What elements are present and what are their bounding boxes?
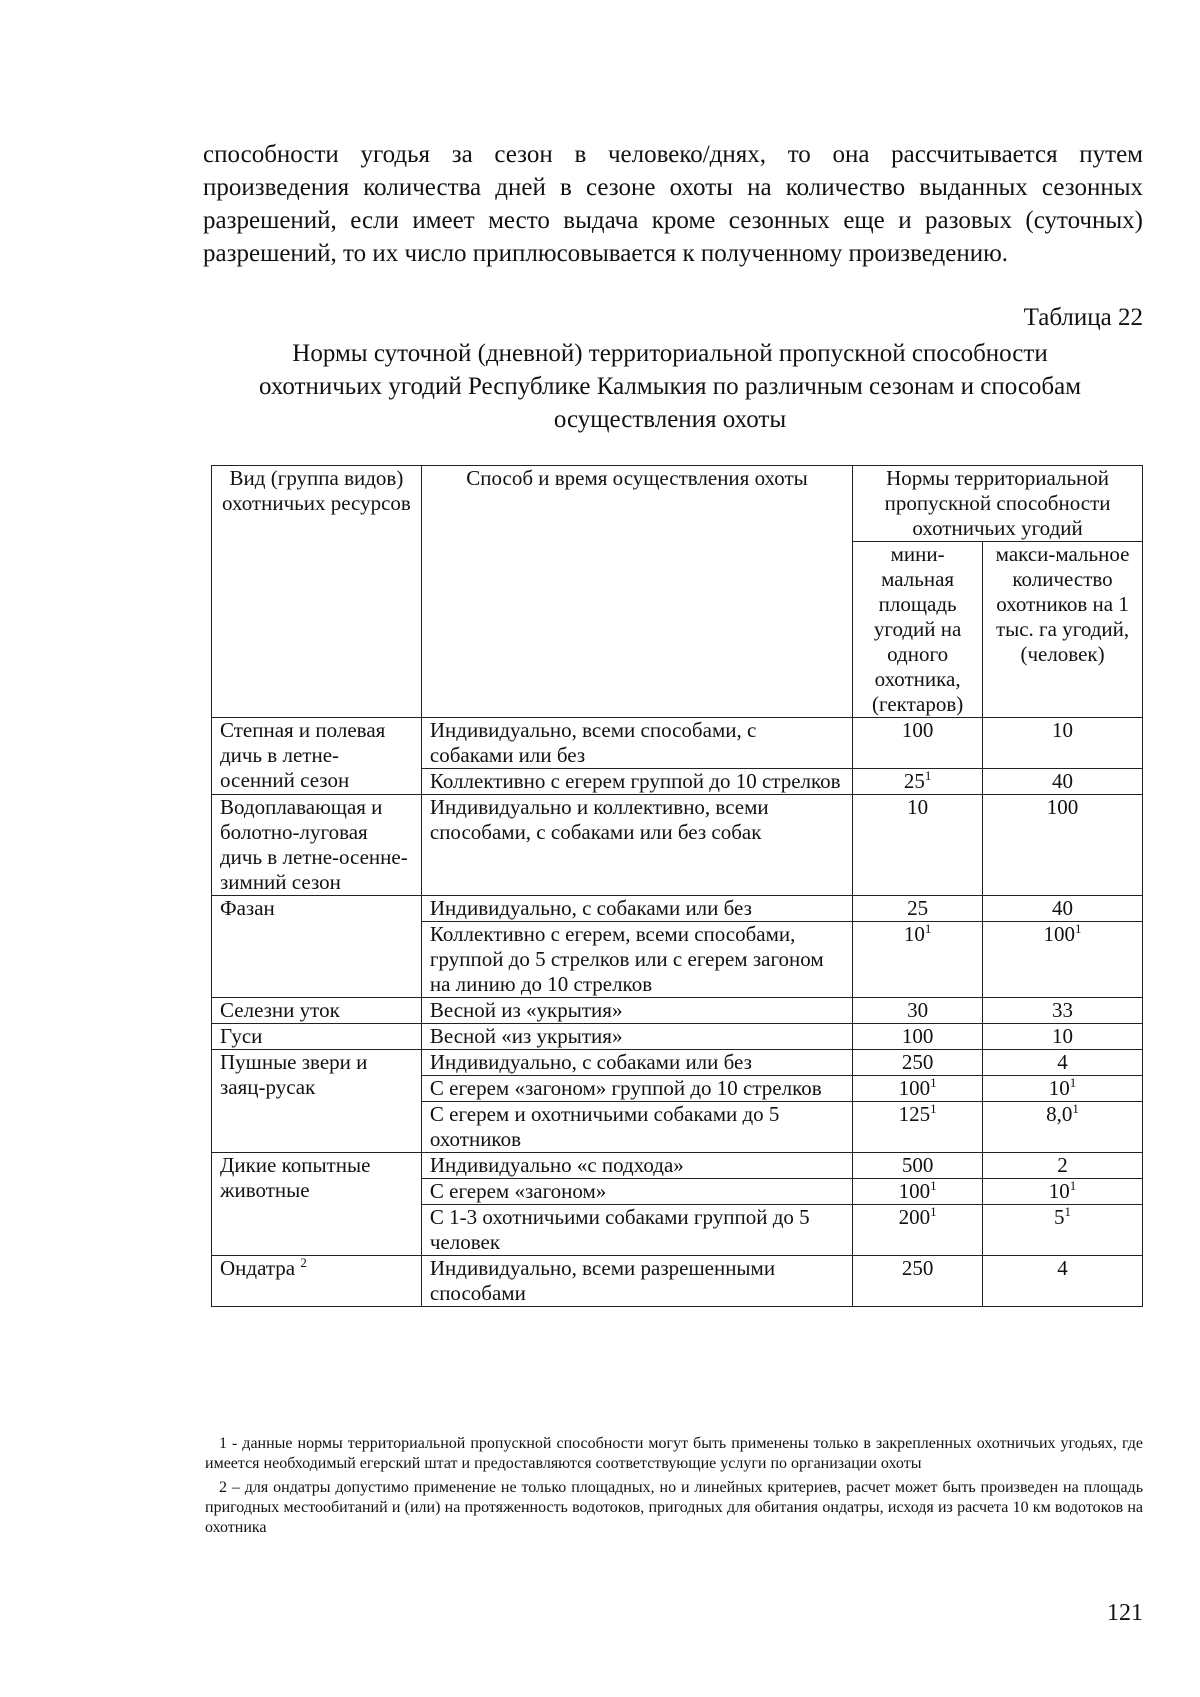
intro-paragraph: способности угодья за сезон в человеко/днях, то она рассчитывается путем произведения количества дней в сезоне охоты на количество выданных сезонных разрешений, если имеет место выдача кроме сезонных еще и разовых (суточных) разрешений, то их число приплюсовывается к полученному произведению. [203, 141, 1143, 267]
header-species: Вид (группа видов) охотничьих ресурсов [212, 466, 422, 718]
table-row [212, 1153, 1143, 1179]
min-area-cell: 25 [853, 896, 983, 922]
min-area-cell: 250 [853, 1050, 983, 1076]
max-hunters-cell: 100 [983, 795, 1143, 896]
species-cell: Гуси [212, 1024, 422, 1050]
species-cell: Пушные звери и заяц-русак [212, 1050, 422, 1153]
page-number: 121 [1107, 1600, 1143, 1626]
max-hunters-cell: 10 [983, 1024, 1143, 1050]
max-hunters-cell: 10 [983, 718, 1143, 769]
min-area-cell: $25^1$ [853, 769, 983, 795]
max-hunters-cell: $100^1$ [983, 922, 1143, 998]
table-title-line: осуществления охоты [553, 406, 787, 433]
method-cell: С егерем «загоном» группой до 10 стрелков [421, 1076, 852, 1102]
max-hunters-cell: $5^1$ [983, 1205, 1143, 1256]
method-cell: Индивидуально «с подхода» [421, 1153, 852, 1179]
method-cell: С 1-3 охотничьими собаками группой до 5 человек [421, 1205, 852, 1256]
header-norms: Нормы территориальной пропускной способности охотничьих угодий [853, 466, 1143, 542]
table-row [212, 1256, 1143, 1307]
species-cell: Ондатра $^2$ [212, 1256, 422, 1307]
min-area-cell: $200^1$ [853, 1205, 983, 1256]
species-cell: Селезни уток [212, 998, 422, 1024]
max-hunters-cell: 4 [983, 1050, 1143, 1076]
max-hunters-cell: $10^1$ [983, 1179, 1143, 1205]
table-row [212, 718, 1143, 769]
header-min-area: мини-мальная площадь угодий на одного охотника, (гектаров) [853, 542, 983, 718]
max-hunters-cell: $10^1$ [983, 1076, 1143, 1102]
min-area-cell: 250 [853, 1256, 983, 1307]
max-hunters-cell: 40 [983, 769, 1143, 795]
norms-table [211, 465, 1143, 1307]
table-row [212, 1050, 1143, 1076]
min-area-cell: 500 [853, 1153, 983, 1179]
table-header-row [212, 466, 1143, 542]
table-row [212, 1024, 1143, 1050]
table-label: Таблица 22 [1023, 304, 1143, 331]
footnote: 1 - данные нормы территориальной пропускной способности могут быть применены только в закрепленных охотничьих угодьях, где имеется необходимый егерский штат и предоставляются соответствующие услуги по организации охоты [205, 1435, 1143, 1472]
max-hunters-cell: 4 [983, 1256, 1143, 1307]
species-cell: Фазан [212, 896, 422, 998]
table-row [212, 896, 1143, 922]
table-title-line: Нормы суточной (дневной) территориальной пропускной способности [292, 340, 1048, 367]
min-area-cell: 30 [853, 998, 983, 1024]
footnotes [205, 1434, 1143, 1542]
table-title [190, 337, 1150, 436]
max-hunters-cell: 33 [983, 998, 1143, 1024]
table-title-line: охотничьих угодий Республике Калмыкия по различным сезонам и способам [258, 373, 1082, 400]
min-area-cell: $100^1$ [853, 1179, 983, 1205]
method-cell: Коллективно с егерем, всеми способами, группой до 5 стрелков или с егерем загоном на линию до 10 стрелков [421, 922, 852, 998]
table-row [212, 998, 1143, 1024]
method-cell: Индивидуально, с собаками или без [421, 896, 852, 922]
table-row [212, 795, 1143, 896]
min-area-cell: 10 [853, 795, 983, 896]
method-cell: С егерем «загоном» [421, 1179, 852, 1205]
max-hunters-cell: 40 [983, 896, 1143, 922]
method-cell: Весной «из укрытия» [421, 1024, 852, 1050]
method-cell: Индивидуально, всеми разрешенными способами [421, 1256, 852, 1307]
method-cell: С егерем и охотничьими собаками до 5 охотников [421, 1102, 852, 1153]
min-area-cell: $100^1$ [853, 1076, 983, 1102]
header-max-hunters: макси-мальное количество охотников на 1 тыс. га угодий, (человек) [983, 542, 1143, 718]
min-area-cell: $125^1$ [853, 1102, 983, 1153]
min-area-cell: 100 [853, 718, 983, 769]
species-cell: Водоплавающая и болотно-луговая дичь в летне-осенне-зимний сезон [212, 795, 422, 896]
method-cell: Индивидуально, с собаками или без [421, 1050, 852, 1076]
method-cell: Индивидуально и коллективно, всеми способами, с собаками или без собак [421, 795, 852, 896]
method-cell: Весной из «укрытия» [421, 998, 852, 1024]
method-cell: Коллективно с егерем группой до 10 стрелков [421, 769, 852, 795]
max-hunters-cell: 2 [983, 1153, 1143, 1179]
header-method: Способ и время осуществления охоты [421, 466, 852, 718]
species-cell: Степная и полевая дичь в летне-осенний сезон [212, 718, 422, 795]
min-area-cell: $10^1$ [853, 922, 983, 998]
footnote: 2 – для ондатры допустимо применение не только площадных, но и линейных критериев, расчет может быть произведен на площадь пригодных местообитаний и (или) на протяженность водотоков, пригодных для обитания ондатры, исходя из расчета 10 км водотоков на охотника [205, 1479, 1143, 1536]
method-cell: Индивидуально, всеми способами, с собаками или без [421, 718, 852, 769]
max-hunters-cell: $8,0^1$ [983, 1102, 1143, 1153]
min-area-cell: 100 [853, 1024, 983, 1050]
species-cell: Дикие копытные животные [212, 1153, 422, 1256]
